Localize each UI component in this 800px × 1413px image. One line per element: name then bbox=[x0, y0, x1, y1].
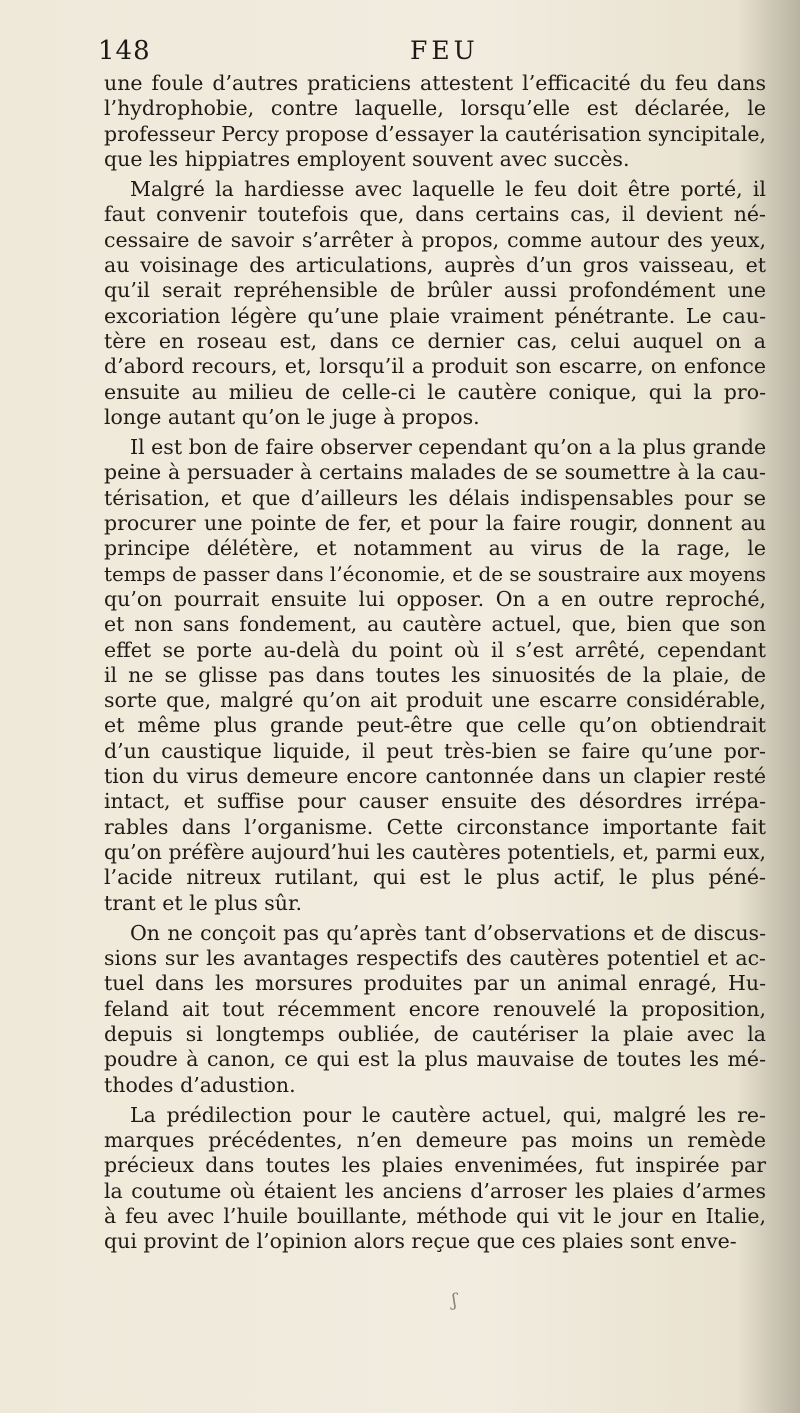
paragraph bbox=[104, 435, 766, 916]
text-line: procurer une pointe de fer, et pour la faire rougir, donnent au bbox=[104, 511, 766, 536]
text-line: marques précédentes, n’en demeure pas moins un remède bbox=[104, 1128, 766, 1153]
text-line: une foule d’autres praticiens attestent l’efficacité du feu dans bbox=[104, 71, 766, 95]
text-line: qu’on préfère aujourd’hui les cautères potentiels, et, parmi eux, bbox=[104, 839, 766, 864]
paragraph bbox=[104, 1103, 766, 1255]
text-line: ensuite au milieu de celle-ci le cautère conique, qui la pro- bbox=[104, 379, 766, 404]
text-line: sorte que, malgré qu’on ait produit une escarre considérable, bbox=[104, 688, 766, 713]
text-line: et même plus grande peut-être que celle qu’on obtiendrait bbox=[104, 713, 766, 738]
body-text bbox=[104, 71, 766, 1255]
text-line: temps de passer dans l’économie, et de se soustraire aux moyens bbox=[104, 561, 766, 586]
text-line: que les hippiatres employent souvent avec succès. bbox=[104, 146, 630, 171]
text-line: à feu avec l’huile bouillante, méthode qui vit le jour en Italie, bbox=[104, 1204, 766, 1229]
page-header bbox=[98, 36, 766, 70]
text-line: Il est bon de faire observer cependant qu’on a la plus grande bbox=[130, 435, 767, 460]
text-line: trant et le plus sûr. bbox=[104, 890, 303, 915]
text-line: depuis si longtemps oubliée, de cautériser la plaie avec la bbox=[104, 1021, 766, 1046]
paragraph bbox=[104, 177, 766, 430]
footer-mark: ʃ bbox=[452, 1290, 457, 1311]
text-line: au voisinage des articulations, auprès d’un gros vaisseau, et bbox=[104, 253, 766, 278]
text-line: tuel dans les morsures produites par un animal enragé, Hu- bbox=[104, 971, 766, 996]
text-line: qui provint de l’opinion alors reçue que ces plaies sont enve- bbox=[104, 1229, 737, 1254]
text-line: intact, et suffise pour causer ensuite des désordres irrépa- bbox=[104, 789, 766, 814]
text-line: effet se porte au-delà du point où il s’est arrêté, cependant bbox=[104, 637, 766, 662]
text-line: Malgré la hardiesse avec laquelle le feu doit être porté, il bbox=[130, 177, 766, 202]
text-line: qu’on pourrait ensuite lui opposer. On a en outre reproché, bbox=[104, 586, 766, 611]
text-line: et non sans fondement, au cautère actuel, que, bien que son bbox=[104, 612, 766, 637]
text-line: l’hydrophobie, contre laquelle, lorsqu’elle est déclarée, le bbox=[104, 96, 766, 121]
text-line: thodes d’adustion. bbox=[104, 1072, 296, 1097]
text-line: cessaire de savoir s’arrêter à propos, comme autour des yeux, bbox=[104, 227, 766, 252]
page-number: 148 bbox=[98, 36, 151, 66]
text-line: qu’il serait repréhensible de brûler aussi profondément une bbox=[104, 278, 766, 303]
text-line: La prédilection pour le cautère actuel, qui, malgré les re- bbox=[130, 1102, 766, 1127]
text-line: principe délétère, et notamment au virus de la rage, le bbox=[104, 536, 766, 561]
text-line: d’un caustique liquide, il peut très-bien se faire qu’une por- bbox=[104, 738, 766, 763]
text-line: térisation, et que d’ailleurs les délais indispensables pour se bbox=[104, 485, 766, 510]
running-head: FEU bbox=[410, 36, 479, 65]
text-line: d’abord recours, et, lorsqu’il a produit son escarre, on enfonce bbox=[104, 354, 766, 379]
text-line: professeur Percy propose d’essayer la cautérisation syncipitale, bbox=[104, 121, 766, 146]
text-line: la coutume où étaient les anciens d’arroser les plaies d’armes bbox=[104, 1178, 766, 1203]
text-line: tère en roseau est, dans ce dernier cas, celui auquel on a bbox=[104, 328, 766, 353]
text-line: longe autant qu’on le juge à propos. bbox=[104, 404, 480, 429]
text-line: excoriation légère qu’une plaie vraiment pénétrante. Le cau- bbox=[104, 303, 766, 328]
text-line: rables dans l’organisme. Cette circonstance importante fait bbox=[104, 814, 766, 839]
paragraph bbox=[104, 921, 766, 1098]
text-line: On ne conçoit pas qu’après tant d’observations et de discus- bbox=[130, 920, 766, 945]
text-line: poudre à canon, ce qui est la plus mauvaise de toutes les mé- bbox=[104, 1047, 766, 1072]
text-line: peine à persuader à certains malades de se soumettre à la cau- bbox=[104, 460, 766, 485]
text-line: précieux dans toutes les plaies envenimées, fut inspirée par bbox=[104, 1153, 766, 1178]
paragraph bbox=[104, 71, 766, 172]
text-line: feland ait tout récemment encore renouvelé la proposition, bbox=[104, 996, 766, 1021]
text-line: sions sur les avantages respectifs des cautères potentiel et ac- bbox=[104, 946, 766, 971]
text-line: l’acide nitreux rutilant, qui est le plus actif, le plus péné- bbox=[104, 865, 766, 890]
text-line: faut convenir toutefois que, dans certains cas, il devient né- bbox=[104, 202, 766, 227]
text-line: il ne se glisse pas dans toutes les sinuosités de la plaie, de bbox=[104, 662, 766, 687]
text-line: tion du virus demeure encore cantonnée dans un clapier resté bbox=[104, 764, 766, 789]
